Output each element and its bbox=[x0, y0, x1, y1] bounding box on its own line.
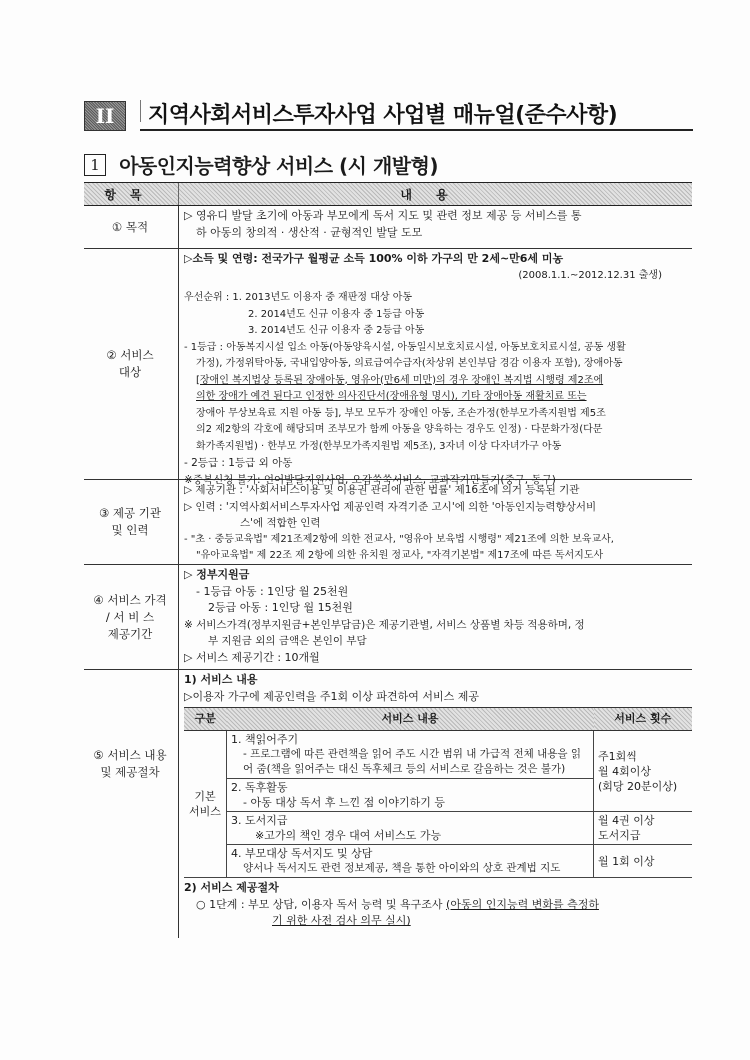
header-divider bbox=[178, 183, 179, 205]
column-divider bbox=[178, 249, 179, 479]
row-label bbox=[84, 565, 176, 669]
label-line: ⑤ 서비스 내용 bbox=[93, 748, 167, 762]
row-label: ① 목적 bbox=[111, 219, 149, 234]
service-frequency bbox=[594, 731, 693, 812]
service-item-desc: ※고가의 책인 경우 대여 서비스도 가능 bbox=[255, 829, 442, 842]
row-label bbox=[84, 249, 176, 479]
manual-table bbox=[84, 182, 692, 938]
row-content bbox=[184, 206, 692, 244]
priority-line: 우선순위 : 1. 2013년도 이용자 중 재판정 대상 아동 bbox=[184, 292, 413, 303]
grade1-line: 의2 제2항의 각호에 해당되며 조부모가 함께 아동을 양육하는 경우도 인정) · 다문화가정(다문 bbox=[196, 424, 603, 435]
grade1-line: 장애아 무상보육료 지원 아동 등], 부모 모두가 장애인 아동, 조손가정(한부모가족지원법 제5조 bbox=[196, 407, 606, 419]
freq-line: 월 1회 이상 bbox=[598, 854, 655, 868]
service-content bbox=[227, 845, 594, 878]
label-line: 대상 bbox=[118, 365, 142, 379]
chapter-separator bbox=[140, 100, 141, 122]
row-label bbox=[84, 670, 176, 858]
table-row-provider bbox=[84, 480, 692, 565]
birth-range: (2008.1.1.~2012.12.31 출생) bbox=[518, 269, 662, 281]
freq-line: (회당 20분이상) bbox=[598, 779, 678, 793]
service-frequency bbox=[594, 812, 693, 845]
label-line: 및 인력 bbox=[111, 523, 149, 537]
column-divider bbox=[178, 670, 179, 938]
label-line: ③ 제공 기관 bbox=[98, 506, 162, 520]
column-divider bbox=[178, 480, 179, 564]
section-header bbox=[84, 150, 438, 180]
grade2-line: - 2등급 : 1등급 외 아동 bbox=[184, 457, 293, 469]
freq-line: 주1회씩 bbox=[598, 749, 637, 763]
text-line: ※ 서비스가격(정부지원금+본인부담금)은 제공기관별, 서비스 상품별 차등 적용하며, 정 bbox=[184, 618, 585, 631]
column-divider bbox=[178, 206, 179, 248]
freq-line: 도서지급 bbox=[598, 829, 641, 842]
step1-note: 기 위한 사전 검사 의무 실시) bbox=[272, 914, 411, 927]
grade1-line: [장애인 복지법상 등록된 장애아동, 영유아(만6세 미만)의 경우 장애인 복지법 시행령 제2조에 bbox=[196, 374, 604, 386]
service-table-header: 서비스 내용 bbox=[227, 708, 594, 731]
header-item: 항목 bbox=[104, 188, 156, 202]
chapter-roman-numeral: II bbox=[84, 101, 126, 131]
service-content bbox=[227, 731, 594, 779]
service-item-title: 1. 책읽어주기 bbox=[231, 733, 299, 746]
row-content bbox=[184, 670, 692, 933]
row-label bbox=[84, 480, 176, 564]
column-divider bbox=[178, 565, 179, 669]
text-line: 부 지원금 외의 금액은 본인이 부담 bbox=[208, 635, 367, 647]
service-table-header: 구분 bbox=[184, 708, 227, 731]
grade1-line: 의한 장애가 예견 된다고 인정한 의사진단서(장애유형 명시), 기타 장애아동 재활치료 또는 bbox=[196, 391, 587, 402]
grade1-line: 가정), 가정위탁아동, 국내입양아동, 의료급여수급자(차상위 본인부담 경감 이용자 포함), 장애아동 bbox=[196, 358, 623, 369]
text-line: ▷ 제공기관 : '사회서비스이용 및 이용권 관리에 관한 법률' 제16조에 의거 등록된 기관 bbox=[184, 484, 580, 496]
label-line: ② 서비스 bbox=[106, 348, 154, 362]
row-content bbox=[184, 249, 692, 491]
chapter-title: 지역사회서비스투자사업 사업별 매뉴얼(준수사항) bbox=[148, 103, 618, 128]
service-kind: 기본 서비스 bbox=[184, 731, 227, 878]
table-row-purpose bbox=[84, 206, 692, 249]
table-row-target bbox=[84, 249, 692, 486]
chapter-header bbox=[84, 98, 692, 132]
step1-note: (아동의 인지능력 변화를 측정하 bbox=[446, 897, 599, 911]
text-line: ▷ 정부지원금 bbox=[184, 568, 250, 581]
section-title: 아동인지능력향상 서비스 (시 개발형) bbox=[119, 154, 439, 178]
text-line: "유아교육법" 제 22조 제 2항에 의한 유치원 정교사, "자격기본법" 제17조에 따른 독서지도사 bbox=[196, 550, 604, 561]
service-frequency bbox=[594, 845, 693, 878]
table-row-price bbox=[84, 565, 692, 670]
text-line: ▷ 영유디 발달 초기에 아동과 부모에게 독서 지도 및 관련 정보 제공 등 서비스를 통 bbox=[184, 209, 582, 222]
text-line: ▷ 서비스 제공기간 : 10개월 bbox=[184, 650, 320, 664]
service-table bbox=[184, 707, 692, 878]
service-item-title: 3. 도서지급 bbox=[231, 814, 288, 827]
service-item-desc: - 프로그램에 따른 관련책을 읽어 주도 시간 범위 내 가급적 전체 내용을 읽어 줌(책을 읽어주는 대신 독후체크 등의 서비스로 갈음하는 것은 불가) bbox=[243, 748, 581, 775]
subsection-title: 2) 서비스 제공절차 bbox=[184, 881, 279, 894]
table-header bbox=[84, 182, 692, 206]
table-row-service bbox=[84, 670, 692, 938]
label-line: 및 제공절차 bbox=[100, 765, 160, 779]
text-line: ▷이용자 가구에 제공인력을 주1회 이상 파견하여 서비스 제공 bbox=[184, 689, 479, 703]
exclusion-note: ※중복신청 불가: 언어발달지원사업, 오감쑥쑥서비스, 교과작가만들기(중구, 동구) bbox=[184, 473, 556, 486]
service-item-row bbox=[184, 731, 692, 779]
income-criteria: ▷소득 및 연령: 전국가구 월평균 소득 100% 이하 가구의 bbox=[184, 252, 464, 265]
text-line: 하 아동의 창의적 · 생산적 · 균형적인 발달 도모 bbox=[196, 225, 423, 239]
service-item-desc: - 아동 대상 독서 후 느낀 점 이야기하기 등 bbox=[243, 796, 445, 809]
row-content bbox=[184, 480, 692, 568]
step1-text: ○ 1단계 : 부모 상담, 이용자 독서 능력 및 욕구조사 bbox=[196, 897, 447, 911]
chapter-underline bbox=[140, 129, 693, 131]
service-item-title: 2. 독후활동 bbox=[231, 781, 288, 794]
service-content bbox=[227, 812, 594, 845]
header-content: 내용 bbox=[400, 188, 472, 202]
label-line: ④ 서비스 가격 bbox=[93, 592, 167, 607]
service-item-title: 4. 부모대상 독서지도 및 상담 bbox=[231, 847, 373, 860]
text-line: - 1등급 아동 : 1인당 월 25천원 bbox=[196, 584, 349, 598]
label-line: 제공기간 bbox=[107, 626, 153, 641]
text-line: 2등급 아동 : 1인당 월 15천원 bbox=[208, 601, 353, 614]
subsection-title: 1) 서비스 내용 bbox=[184, 673, 258, 686]
service-item-desc: 양서나 독서지도 관련 정보제공, 책을 통한 아이와의 상호 관계법 지도 bbox=[243, 862, 561, 874]
text-line: ▷ 인력 : '지역사회서비스투자사업 제공인력 자격기준 고시'에 의한 '아동인지능력향상서비 bbox=[184, 500, 597, 513]
age-criteria: 만 2세~만6세 미농 bbox=[463, 252, 564, 265]
grade1-line: - 1등급 : 아동복지시설 입소 아동(아동양육시설, 아동일시보호치료시설, 아동보호치료시설, 공동 생활 bbox=[184, 341, 626, 353]
freq-line: 월 4권 이상 bbox=[598, 814, 655, 827]
row-content bbox=[184, 565, 692, 669]
priority-line: 2. 2014년도 신규 이용자 중 1등급 아동 bbox=[248, 308, 425, 320]
priority-line: 3. 2014년도 신규 이용자 중 2등급 아동 bbox=[248, 325, 425, 336]
service-item-row bbox=[184, 845, 692, 878]
service-content bbox=[227, 779, 594, 812]
grade1-line: 화가족지원법) · 한부모 가정(한부모가족지원법 제5조), 3자녀 이상 다자녀가구 아동 bbox=[196, 440, 562, 452]
freq-line: 월 4회이상 bbox=[598, 764, 651, 778]
label-line: / 서 비 스 bbox=[105, 609, 155, 624]
text-line: - "초 · 중등교육법" 제21조제2항에 의한 전교사, "영유아 보육법 시행령" 제21조에 의한 보육교사, bbox=[184, 533, 614, 545]
service-table-header: 서비스 횟수 bbox=[594, 708, 693, 731]
text-line: 스'에 적합한 인력 bbox=[240, 517, 321, 529]
service-item-row bbox=[184, 812, 692, 845]
section-number-box: 1 bbox=[84, 154, 106, 176]
